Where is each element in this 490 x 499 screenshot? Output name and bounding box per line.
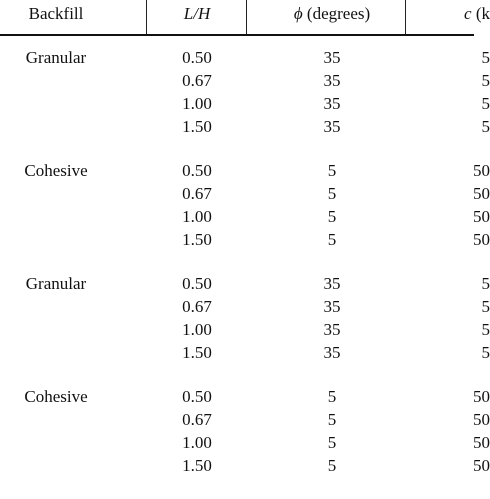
table-row: [0, 297, 490, 320]
cell-lh: 1.50: [182, 343, 212, 362]
table-row: [0, 320, 490, 343]
cell-phi: 5: [327, 161, 337, 180]
cell-lh: 1.50: [182, 230, 212, 249]
backfill-label: Granular: [25, 48, 87, 67]
table-row: [0, 94, 490, 117]
table-row: [0, 433, 490, 456]
backfill-label: Granular: [25, 274, 87, 293]
cell-lh: 0.50: [182, 387, 212, 406]
cell-lh: 0.67: [182, 410, 212, 429]
cell-lh: 1.00: [182, 207, 212, 226]
cell-c: 50: [473, 387, 490, 406]
table-row: [0, 274, 490, 297]
cell-phi: 35: [323, 274, 341, 293]
table-row: [0, 161, 490, 184]
cell-phi: 35: [323, 297, 341, 316]
table-row: [0, 207, 490, 230]
header-divider: [146, 0, 147, 34]
table-row: [0, 184, 490, 207]
header-lh: L/H: [183, 4, 211, 23]
header-c: [410, 4, 490, 24]
header-divider: [246, 0, 247, 34]
table-row: [0, 117, 490, 140]
cell-c: 50: [473, 207, 490, 226]
backfill-label: Cohesive: [24, 161, 88, 180]
header-phi: [262, 4, 402, 24]
cell-phi: 5: [327, 433, 337, 452]
group-4: [0, 387, 490, 499]
table-row: [0, 410, 490, 433]
cell-c: 5: [481, 48, 490, 67]
header-backfill: Backfill: [28, 4, 84, 23]
cell-phi: 35: [323, 94, 341, 113]
cell-lh: 1.00: [182, 94, 212, 113]
cell-c: 50: [473, 433, 490, 452]
cell-c: 50: [473, 230, 490, 249]
cell-c: 5: [481, 117, 490, 136]
cell-c: 50: [473, 184, 490, 203]
cell-lh: 1.50: [182, 456, 212, 475]
c-symbol: c: [464, 4, 472, 23]
cell-c: 5: [481, 297, 490, 316]
cell-phi: 35: [323, 48, 341, 67]
cell-c: 5: [481, 274, 490, 293]
cell-lh: 0.67: [182, 184, 212, 203]
cell-phi: 35: [323, 117, 341, 136]
cell-c: 5: [481, 71, 490, 90]
header-divider: [405, 0, 406, 34]
cell-lh: 0.67: [182, 71, 212, 90]
cell-lh: 1.50: [182, 117, 212, 136]
c-unit: (k: [475, 4, 490, 23]
cell-phi: 5: [327, 410, 337, 429]
cell-c: 5: [481, 320, 490, 339]
table-row: [0, 71, 490, 94]
cell-lh: 1.00: [182, 320, 212, 339]
cell-lh: 0.50: [182, 274, 212, 293]
cell-phi: 35: [323, 71, 341, 90]
backfill-label: Cohesive: [24, 387, 88, 406]
cell-c: 50: [473, 456, 490, 475]
group-1: [0, 48, 490, 160]
header-rule: [0, 34, 474, 36]
cell-c: 5: [481, 94, 490, 113]
cell-phi: 5: [327, 387, 337, 406]
cell-lh: 0.50: [182, 161, 212, 180]
cell-phi: 5: [327, 230, 337, 249]
cell-lh: 1.00: [182, 433, 212, 452]
cell-lh: 0.67: [182, 297, 212, 316]
table-row: [0, 456, 490, 479]
group-2: [0, 161, 490, 273]
cell-phi: 5: [327, 456, 337, 475]
table-header: [0, 0, 490, 34]
cell-phi: 5: [327, 184, 337, 203]
table-row: [0, 230, 490, 253]
phi-symbol: ϕ: [293, 4, 303, 23]
cell-c: 50: [473, 410, 490, 429]
table-row: [0, 48, 490, 71]
table-row: [0, 387, 490, 410]
cell-lh: 0.50: [182, 48, 212, 67]
cell-phi: 5: [327, 207, 337, 226]
cell-phi: 35: [323, 343, 341, 362]
cell-phi: 35: [323, 320, 341, 339]
phi-unit: (degrees): [306, 4, 371, 23]
cell-c: 5: [481, 343, 490, 362]
table-row: [0, 343, 490, 366]
cell-c: 50: [473, 161, 490, 180]
group-3: [0, 274, 490, 386]
